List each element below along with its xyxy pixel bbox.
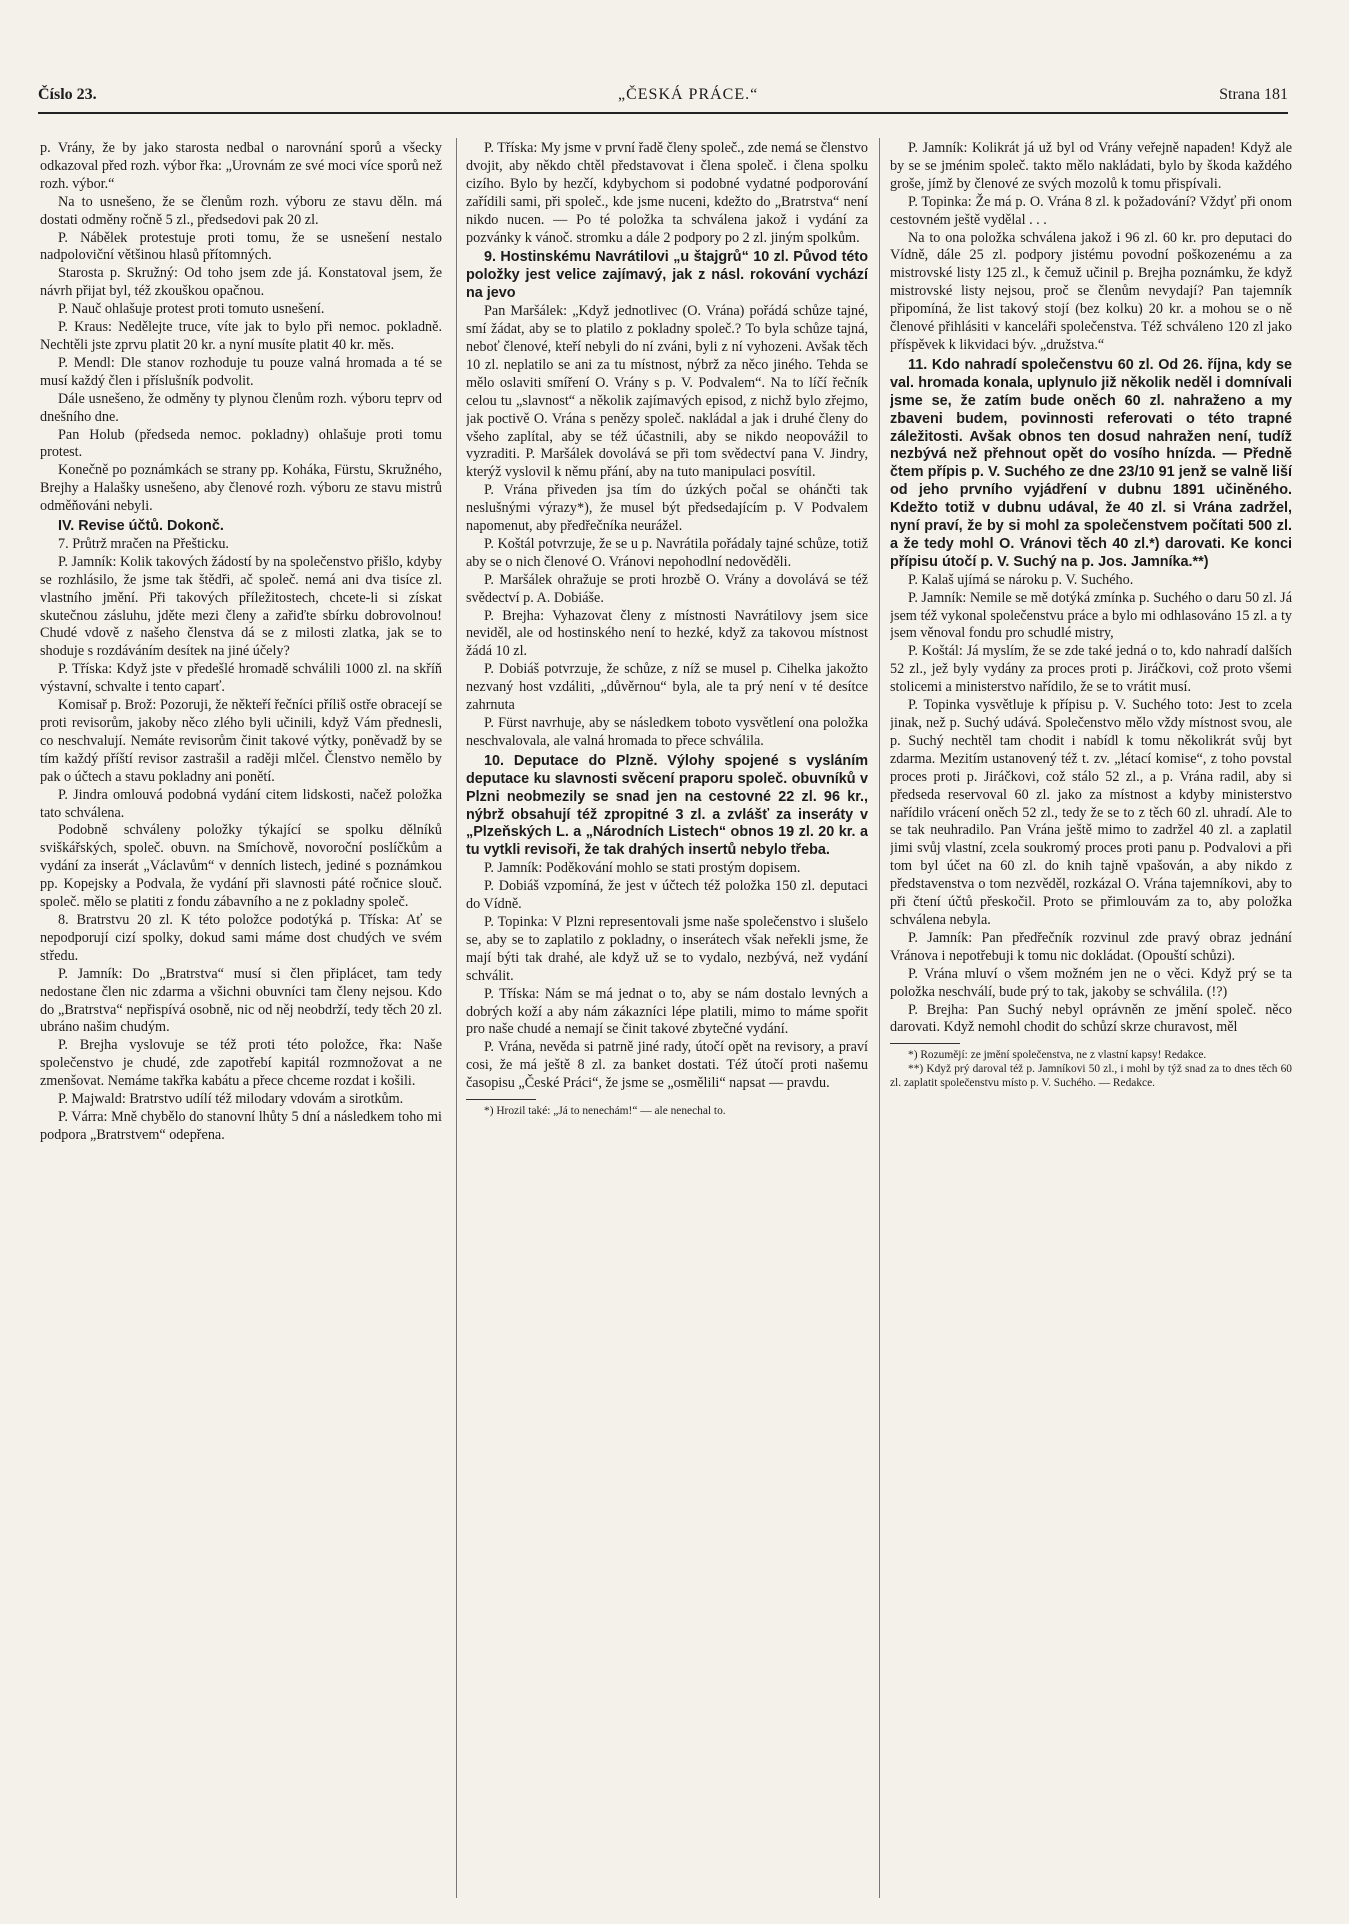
paragraph: P. Vrána přiveden jsa tím do úzkých počal se ohánčti tak neslušnými výrazy*), že musel být předsedajícím p. V Podvalem napomenut, aby předřečníka neurážel. — [466, 482, 868, 535]
paragraph: P. Nauč ohlašuje protest proti tomuto usnešení. — [58, 301, 325, 318]
column-divider — [879, 138, 880, 1898]
paragraph: Pan Maršálek: „Když jednotlivec (O. Vrána) pořádá schůze tajné, smí žádat, aby se to platilo z pokladny společ.? To byla schůze tajná, neboť členové, kteří nebyli do ní zváni, byli z ní vyhozeni. Avšak těch 10 zl. neplatilo se ani za tu místnost, nýbrž za něco jiného. Tehda se mělo oslaviti smíření O. Vrány s p. V. Podvalem“. Na to líčí řečník celou tu „slavnost“ a několik zajímavých episod, z nichž bylo zřejmo, jak poctivě O. Vrána s penězy společ. nakládal a jak i druhé členy do všeho zaplítal, aby se též účastnili, aby se nikdo neopovážil to vyzraditi. P. Maršálek dovolává se při tom svědectví pana V. Jindry, kterýž vyslovil k němu přání, aby na tuto manipulaci posvítil. — [466, 303, 868, 481]
paragraph: P. Jamník: Kolikrát já už byl od Vrány veřejně napaden! Když ale by se se jménim společ. takto mělo nakládati, bylo by škoda každého groše, jímž by členové ze svých mozolů k tomu přispívali. — [890, 140, 1292, 192]
paragraph: 8. Bratrstvu 20 zl. K této položce podotýká p. Tříska: Ať se nepodporují cizí spolky, dokud sami máme dost chudých ve svém středu. — [40, 911, 442, 964]
paragraph: P. Koštál: Já myslím, že se zde také jedná o to, kdo nahradí dalších 52 zl., jež byly vydány za proces proti p. Jiráčkovi, což proto všemi stolicemi a ministerstvo nařídilo, že se to vrátit musí. — [890, 643, 1292, 696]
header-rule — [38, 112, 1288, 114]
section-heading: 11. Kdo nahradí společenstvu 60 zl. Od 26. října, kdy se val. hromada konala, uplynulo již několik neděl i domnívali jsme se, že zatím bude oněch 60 zl. nahraženo a my zbaveni budem, povinnosti referovati o této trapné záležitosti. Avšak obnos ten dosud nahražen není, tudíž nezbývá než přehnout opět do vosího hnízda. — Předně čtem přípis p. V. Suchého ze dne 23/10 91 jenž se valně liší od jeho prvního vyjádření v dubnu 1891 učiněného. Kdežto totiž v dubnu udával, že 40 zl. si Vrána zadržel, nyní praví, že by si mohl za společenstvem počítati 500 zl. a že tedy mohl O. Vránovi těch 40 zl.*) darovati. Ke konci přípisu útočí p. V. Suchý na p. Jos. Jamníka.**) — [890, 356, 1292, 570]
paragraph: P. Jamník: Do „Bratrstva“ musí si člen připlácet, tam tedy nedostane člen nic zdarma a všichni obuvníci tam členy nejsou. Kdo do „Bratrstva“ nepřispívá osobně, nic od něj neobdrží, tedy těch 20 zl. ubráno našim chudým. — [40, 965, 442, 1036]
paragraph: P. Topinka: V Plzni representovali jsme naše společenstvo i slušelo se, aby se to zaplatilo z pokladny, o inserátech však neřekli jsme, že mají býti tak drahé, ale když už se to vydalo, nezbývá, než vydání schválit. — [466, 913, 868, 984]
section-heading: 9. Hostinskému Navrátilovi „u štajgrů“ 10 zl. Původ této položky jest velice zajímavý, jak z násl. rokování vychází na jevo — [466, 249, 868, 302]
paragraph: P. Tříska: My jsme v první řadě členy společ., zde nemá se členstvo dvojit, aby někdo chtěl představovat i člena společ. i člena spolku cizího. Bylo by hezčí, kdybychom si podobné vydatné podporování zařídili sami, při společ., kde jsme nuceni, kdežto do „Bratrstva“ není nikdo nucen. — Po té položka ta schválena jakož i vydání za pozvánky k vánoč. stromku a dále 2 podpory po 2 zl. jiným spolkům. — [466, 140, 868, 246]
paragraph: Na to ona položka schválena jakož i 96 zl. 60 kr. pro deputaci do Vídně, dále 25 zl. podpory jistému povodní poškozenému a za mistrovské listy 125 zl., k čemuž učinil p. Brejha poznámku, že když mistrovské listy nejsou, proč se členům nevydají? Pan tajemník připomíná, že list takový stojí (bez kolku) 20 kr. a mohou se o ně členové přihlásiti v kanceláři společenstva. Též schváleno 120 zl jako příspěvek k likvidaci býv. „družstva.“ — [890, 229, 1292, 353]
paragraph: P. Majwald: Bratrstvo udílí též milodary vdovám a sirotkům. — [58, 1091, 404, 1108]
column-1 — [40, 140, 442, 1900]
issue-number: Číslo 23. — [38, 86, 97, 103]
page-header — [38, 84, 1288, 108]
paragraph: P. Dobiáš potvrzuje, že schůze, z níž se musel p. Cihelka jakožto nezvaný host vzdáliti, „důvěrnou“ byla, ale ta prý není v té desítce zahrnuta — [466, 661, 868, 714]
paragraph: 7. Průtrž mračen na Přešticku. — [58, 535, 229, 552]
section-heading: IV. Revise účtů. Dokonč. — [58, 518, 224, 535]
paragraph: P. Tříska: Nám se má jednat o to, aby se nám dostalo levných a dobrých koží a aby nám zákazníci lépe platili, mimo to máme spořit pro naše chudé a nemají se činit takové zbytečné vydání. — [466, 985, 868, 1038]
footnote-rule — [890, 1043, 960, 1044]
paragraph: P. Dobiáš vzpomíná, že jest v účtech též položka 150 zl. deputaci do Vídně. — [466, 878, 868, 913]
footnote: *) Hrozil také: „Já to nenechám!“ — ale nenechal to. — [484, 1105, 726, 1118]
paragraph: P. Koštál potvrzuje, že se u p. Navrátila pořádaly tajné schůze, totiž aby se o nich členové O. Vránovi nepohodlní nedověděli. — [466, 535, 868, 570]
paragraph: P. Kraus: Nedělejte truce, víte jak to bylo při nemoc. pokladně. Nechtěli jste zprvu platit 20 kr. a nyní musíte platit 40 kr. měs. — [40, 319, 442, 353]
paragraph: Pan Holub (předseda nemoc. pokladny) ohlašuje proti tomu protest. — [40, 426, 442, 461]
paragraph: P. Nábělek protestuje proti tomu, že se usnešení nestalo nadpoloviční většinou hlasů přítomných. — [40, 229, 442, 264]
paragraph: p. Vrány, že by jako starosta nedbal o narovnání sporů a všecky odkazoval před rozh. výbor řka: „Urovnám ze své moci více sporů než rozh. výbor.“ — [40, 140, 442, 192]
paragraph: P. Vrána mluví o všem možném jen ne o věci. Když prý se ta položka neschválí, bude prý to tak, jakoby se schválila. (!?) — [890, 965, 1292, 1000]
footnote-rule — [466, 1099, 536, 1100]
paragraph: P. Fürst navrhuje, aby se následkem toboto vysvětlení ona položka neschvalovala, ale valná hromada to přece schválila. — [466, 715, 868, 749]
paragraph: P. Tříska: Když jste v předešlé hromadě schválili 1000 zl. na skříň výstavní, schvalte i tento caparť. — [40, 661, 442, 696]
paragraph: P. Várra: Mně chybělo do stanovní lhůty 5 dní a následkem toho mi podpora „Bratrstvem“ odepřena. — [40, 1108, 442, 1143]
paragraph: P. Vrána, nevěda si patrně jiné rady, útočí opět na revisory, a praví cosi, že má ještě 8 zl. za banket dostati. Též útočí proti našemu časopisu „České Práci“, že jsme se „osmělili“ napsat — pravdu. — [466, 1039, 868, 1092]
paragraph: P. Brejha vyslovuje se též proti této položce, řka: Naše společenstvo je chudé, zde zapotřebí kapitál rozmnožovat a ne zmenšovat. Nemáme takřka kabátu a přece chceme rozdat i košili. — [40, 1037, 442, 1090]
paragraph: P. Jamník: Kolik takových žádostí by na společenstvo přišlo, kdyby se rozhlásilo, že jsme tak štědři, ač společ. nemá ani dva tisíce zl. vlastního jmění. Při takových příležitostech, chcete-li si získat skutečnou zásluhu, jděte mezi členy a zařiďte sbírku dobrovolnou! Chudé vdově z našeho členstva dá se z milosti zlatka, jak se to shoduje s rozdáváním desítek na jiné účely? — [40, 553, 442, 660]
paragraph: Dále usnešeno, že odměny ty plynou členům rozh. výboru teprv od dnešního dne. — [40, 390, 442, 425]
paragraph: P. Jamník: Pan předřečník rozvinul zde pravý obraz jednání Vránova i nepotřebuji k tomu nic dokládat. (Opouští schůzi). — [890, 929, 1292, 964]
footnote: *) Rozumějí: ze jmění společenstva, ne z vlastní kapsy! Redakce. — [908, 1049, 1207, 1062]
paragraph: Podobně schváleny položky týkající se spolku dělníků sviškářských, společ. obuvn. na Smíchově, novoroční poslíčkům a vydání za inserát „Václavům“ v denních listech, jediné s poznámkou pp. Kopejsky a Podvala, že vydání při slavnosti páté ročnice slouč. společ. mělo se platiti z fondu zábavního a ne z pokladny společ. — [40, 822, 442, 911]
paragraph: P. Jindra omlouvá podobná vydání citem lidskosti, načež položka tato schválena. — [40, 786, 442, 821]
paragraph: P. Maršálek ohražuje se proti hrozbě O. Vrány a dovolává se též svědectví p. A. Dobiáše. — [466, 571, 868, 606]
footnote: **) Když prý daroval též p. Jamníkovi 50 zl., i mohl by týž snad za to dnes těch 60 zl. zaplatit společenstvu místo p. V. Suchého. — Redakce. — [890, 1063, 1292, 1090]
page-number: Strana 181 — [1219, 86, 1288, 103]
paragraph: P. Jamník: Nemile se mě dotýká zmínka p. Suchého o daru 50 zl. Já jsem též vykonal společenstvu práce a bylo mi odhlasováno 15 zl. a ty jsem věnoval fondu pro schudlé mistry, — [890, 589, 1292, 642]
paragraph: P. Kalaš ujímá se nároku p. V. Suchého. — [908, 571, 1134, 588]
column-3 — [890, 140, 1292, 1900]
paragraph: Konečně po poznámkách se strany pp. Koháka, Fürstu, Skružného, Brejhy a Halašky usnešeno, aby členové rozh. výboru ze stavu mistrů odměňováni nebyli. — [40, 462, 442, 515]
paragraph: P. Brejha: Pan Suchý nebyl oprávněn ze jmění společ. něco darovati. Když nemohl chodit do schůzí skrze churavost, měl — [890, 1001, 1292, 1036]
paragraph: Na to usnešeno, že se členům rozh. výboru ze stavu děln. má dostati odměny ročně 5 zl., předsedovi pak 20 zl. — [40, 193, 442, 228]
paragraph: P. Brejha: Vyhazovat členy z místnosti Navrátilovy jsem sice neviděl, ale od hostinského není to hezké, když za takovou místnost žádá 10 zl. — [466, 607, 868, 660]
paragraph: P. Topinka: Že má p. O. Vrána 8 zl. k požadování? Vždyť při onom cestovném ještě vydělal . . . — [890, 193, 1292, 228]
paragraph: P. Topinka vysvětluje k přípisu p. V. Suchého toto: Jest to zcela jinak, než p. Suchý udává. Společenstvo mělo vždy místnost svou, ale p. Suchý nechtěl tam chodit i nabídl k tomu několikrát svůj byt zdarma. Mezitím ustanovený též t. zv. „létací komise“, z toho povstal proces proti p. Jiráčkovi, což stálo 52 zl., a p. Vrána radil, aby si předseda reservoval 60 zl. jako za místnost a kdyby ministerstvo nařídilo vrácení oněch 52 zl., tedy že se to z těch 60 zl. uhradí. Ale to se tak neuhradilo. Pan Vrána ještě mimo to zadržel 40 zl. a zaplatil jimi svůj vlastní, zcela soukromý proces proti panu p. Podvalovi a při tom byl účet na 60 zl. do knih tajně vpašován, a aby nikdo z představenstva o tom nezvěděl, rozkázal O. Vrána tajemníkovi, aby to při čtení účtů přeskočil. Proto se přimlouvám za to, aby položka schválena nebyla. — [890, 697, 1292, 928]
section-heading: 10. Deputace do Plzně. Výlohy spojené s vysláním deputace ku slavnosti svěcení praporu společ. obuvníků v Plzni neobmezily se snad jen na cestovné 22 zl. 96 kr., nýbrž obsahují též zpropitné 3 zl. a zvlášť za inseráty v „Plzeňských L. a „Národních Listech“ obnos 19 zl. 20 kr. a tu vytkli revisoři, že tak drahých insertů nebylo třeba. — [466, 752, 868, 859]
newspaper-title: „ČESKÁ PRÁCE.“ — [618, 86, 759, 103]
paragraph: Komisař p. Brož: Pozoruji, že někteří řečníci příliš ostře obracejí se proti revisorům, jakoby něco zlého byli učinili, když Vám přednesli, co neschvalují. Nemáte revisorům činit takové výtky, poněvadž by se tím každý příští revisor zastrašil a raději mlčel. Členstvo nemělo by pak o účtech a stavu pokladny ani ponětí. — [40, 697, 442, 785]
paragraph: Starosta p. Skružný: Od toho jsem zde já. Konstatoval jsem, že návrh přijat byl, též zkouškou opačnou. — [40, 265, 442, 300]
column-2 — [466, 140, 868, 1900]
column-divider — [456, 138, 457, 1898]
paragraph: P. Jamník: Poděkování mohlo se stati prostým dopisem. — [484, 860, 801, 877]
paragraph: P. Mendl: Dle stanov rozhoduje tu pouze valná hromada a té se musí každý člen i příslušník podvolit. — [40, 354, 442, 389]
